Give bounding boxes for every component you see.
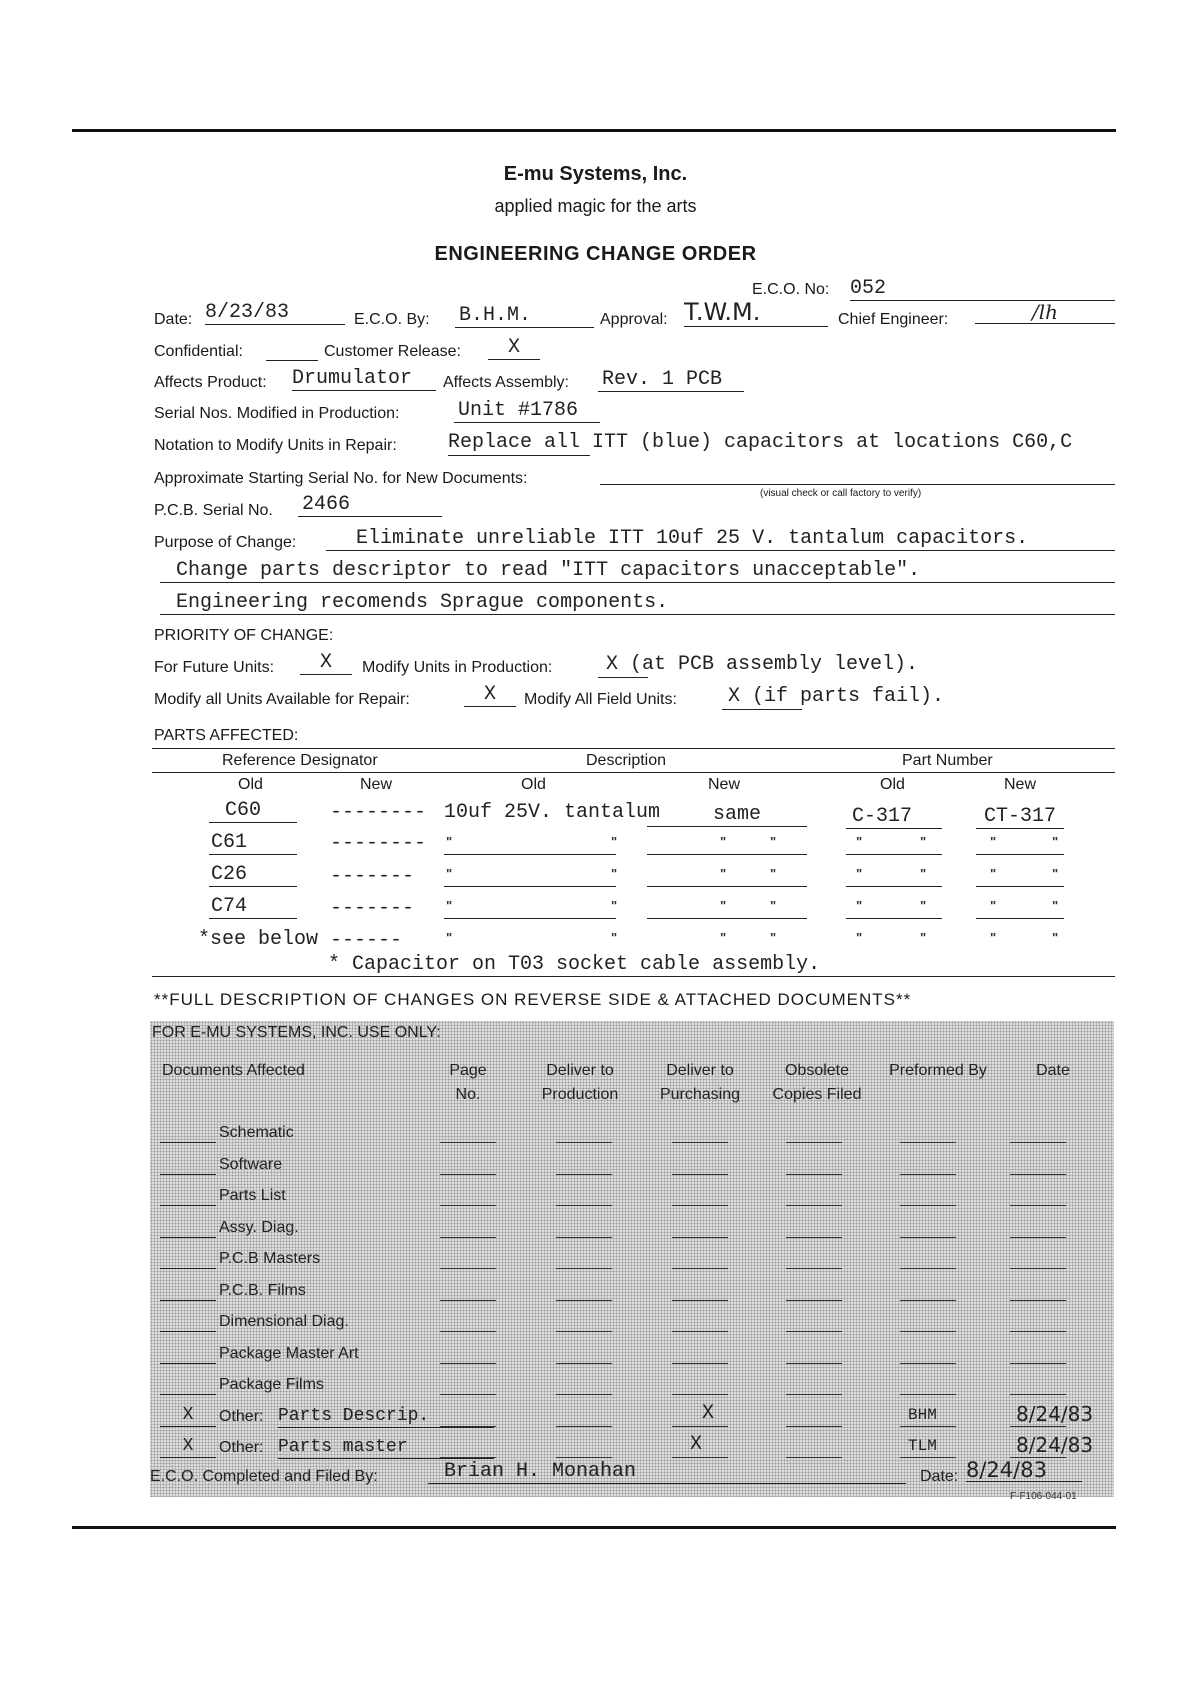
cell-underline <box>976 886 1064 887</box>
blank-cell[interactable] <box>672 1363 728 1364</box>
blank-cell[interactable] <box>900 1363 956 1364</box>
affects-product-field[interactable]: Drumulator <box>292 368 436 391</box>
blank-cell[interactable] <box>786 1205 842 1206</box>
parts-footnote: * Capacitor on T03 socket cable assembly. <box>328 953 821 976</box>
approval-field[interactable]: T.W.M. <box>684 298 828 327</box>
blank-cell[interactable] <box>786 1174 842 1175</box>
modify-field-field[interactable]: X (if parts fail). <box>728 686 945 708</box>
document-detail[interactable]: Parts Descrip. <box>278 1405 494 1428</box>
purpose-label: Purpose of Change: <box>154 534 297 551</box>
ref-new-header: New <box>360 776 393 793</box>
cell-underline <box>444 886 616 887</box>
document-check[interactable] <box>160 1278 216 1301</box>
modify-field-underline <box>722 709 802 710</box>
approx-serial-note: (visual check or call factory to verify) <box>760 488 922 499</box>
document-check[interactable] <box>160 1152 216 1175</box>
blank-cell[interactable] <box>786 1363 842 1364</box>
blank-cell[interactable] <box>786 1300 842 1301</box>
blank-cell[interactable] <box>672 1300 728 1301</box>
document-name: Other: <box>219 1407 264 1425</box>
tagline: applied magic for the arts <box>494 196 697 216</box>
ditto-mark: " <box>990 898 997 913</box>
blank-cell[interactable] <box>440 1174 496 1175</box>
ditto-mark: " <box>770 866 777 881</box>
blank-cell[interactable] <box>900 1142 956 1143</box>
top-rule <box>72 129 1116 132</box>
serial-nos-label: Serial Nos. Modified in Production: <box>154 405 400 422</box>
document-check[interactable] <box>160 1120 216 1143</box>
ditto-mark: " <box>611 834 618 849</box>
blank-cell[interactable] <box>786 1142 842 1143</box>
blank-cell[interactable] <box>1010 1205 1066 1206</box>
serial-nos-field[interactable]: Unit #1786 <box>454 400 600 423</box>
document-date-value: 8/24/83 <box>1016 1433 1094 1457</box>
affects-assembly-field[interactable]: Rev. 1 PCB <box>598 369 744 392</box>
blank-cell[interactable] <box>556 1237 612 1238</box>
blank-cell[interactable] <box>1010 1300 1066 1301</box>
approx-serial-field[interactable] <box>600 462 1115 485</box>
row1-ref-new: -------- <box>330 801 427 824</box>
parts-header-rule <box>152 772 1115 773</box>
col-deliver-production: Deliver to Production <box>541 1062 619 1103</box>
company-name: E-mu Systems, Inc. <box>503 163 688 185</box>
blank-cell[interactable] <box>556 1394 612 1395</box>
blank-cell[interactable] <box>1010 1174 1066 1175</box>
pcb-serial-field[interactable]: 2466 <box>298 494 442 517</box>
cell-underline <box>647 854 807 855</box>
blank-cell[interactable] <box>556 1300 612 1301</box>
cell-underline <box>846 886 942 887</box>
col-obsolete-copies: Obsolete Copies Filed <box>772 1062 862 1103</box>
document-name: Package Master Art <box>219 1344 359 1362</box>
ditto-mark: " <box>611 898 618 913</box>
date-field[interactable]: 8/23/83 <box>205 302 345 325</box>
notation-label: Notation to Modify Units in Repair: <box>154 437 397 454</box>
blank-cell[interactable] <box>900 1331 956 1332</box>
chief-engineer-field[interactable]: /lh <box>975 301 1115 324</box>
cell-underline <box>846 854 942 855</box>
blank-cell[interactable] <box>556 1363 612 1364</box>
row2-ref-new: -------- <box>330 832 427 855</box>
purpose-line-3[interactable]: Engineering recomends Sprague components. <box>160 592 1115 615</box>
row5-ref-new: ------ <box>330 929 403 952</box>
document-check[interactable]: X <box>160 1435 216 1458</box>
pcb-serial-label: P.C.B. Serial No. <box>154 502 273 519</box>
preformed-by-value: TLM <box>908 1437 937 1455</box>
blank-cell[interactable] <box>672 1142 728 1143</box>
cell-underline <box>444 918 616 919</box>
ditto-mark: " <box>990 866 997 881</box>
parts-title: PARTS AFFECTED: <box>154 727 299 744</box>
document-name: Schematic <box>219 1124 294 1141</box>
ditto-mark: " <box>856 898 863 913</box>
ditto-mark: " <box>920 866 927 881</box>
document-date-value: 8/24/83 <box>1016 1401 1094 1426</box>
blank-cell[interactable] <box>786 1426 842 1427</box>
row1-pn-old[interactable]: C-317 <box>846 806 942 829</box>
preformed-by-value: BHM <box>908 1405 937 1424</box>
blank-cell[interactable] <box>672 1426 728 1427</box>
blank-cell[interactable] <box>900 1300 956 1301</box>
cell-underline <box>444 854 616 855</box>
ditto-mark: " <box>1052 898 1059 913</box>
modify-repair-field[interactable]: X <box>464 684 516 707</box>
blank-cell[interactable] <box>786 1237 842 1238</box>
cell-underline <box>846 918 942 919</box>
blank-cell[interactable] <box>556 1142 612 1143</box>
document-name: Dimensional Diag. <box>219 1313 349 1330</box>
blank-cell[interactable] <box>1010 1237 1066 1238</box>
document-name: P.C.B. Films <box>219 1281 306 1299</box>
chief-engineer-label: Chief Engineer: <box>838 311 949 328</box>
blank-cell[interactable] <box>786 1331 842 1332</box>
row4-ref-new: ------- <box>330 897 415 920</box>
modify-field-label: Modify All Field Units: <box>524 691 677 708</box>
notation-field[interactable]: Replace all ITT (blue) capacitors at locations C60,C <box>448 432 1073 454</box>
ditto-mark: " <box>990 930 997 945</box>
blank-cell[interactable] <box>786 1268 842 1269</box>
row2-ref-old[interactable]: C61 <box>209 832 297 855</box>
completed-label: E.C.O. Completed and Filed By: <box>150 1468 378 1485</box>
confidential-label: Confidential: <box>154 343 243 360</box>
row3-ref-old[interactable]: C26 <box>209 864 297 887</box>
desc-new-header: New <box>708 776 741 793</box>
col-deliver-purchasing: Deliver to Purchasing <box>659 1062 741 1103</box>
modify-production-label: Modify Units in Production: <box>362 659 553 676</box>
blank-cell[interactable] <box>440 1237 496 1238</box>
ditto-mark: " <box>920 930 927 945</box>
future-units-field[interactable]: X <box>300 652 352 675</box>
blank-cell[interactable] <box>900 1426 956 1427</box>
document-name: Other: <box>219 1439 264 1456</box>
pn-new-header: New <box>1004 776 1037 793</box>
parts-top-rule <box>152 748 1115 749</box>
ditto-mark: " <box>770 834 777 849</box>
document-name: P.C.B Masters <box>219 1250 321 1267</box>
blank-cell[interactable] <box>440 1268 496 1269</box>
row4-ref-old[interactable]: C74 <box>209 896 297 919</box>
blank-cell[interactable] <box>556 1174 612 1175</box>
blank-cell[interactable] <box>1010 1142 1066 1143</box>
row1-ref-old[interactable]: C60 <box>209 800 297 823</box>
ditto-mark: " <box>856 834 863 849</box>
ditto-mark: " <box>446 866 453 881</box>
cell-underline <box>976 918 1064 919</box>
document-check[interactable] <box>160 1309 216 1332</box>
notation-underline <box>448 455 590 456</box>
cell-underline <box>976 854 1064 855</box>
ditto-mark: " <box>446 834 453 849</box>
ditto-mark: " <box>720 834 727 849</box>
customer-release-field[interactable]: X <box>488 337 540 360</box>
blank-cell[interactable] <box>1010 1331 1066 1332</box>
affects-product-label: Affects Product: <box>154 374 267 391</box>
blank-cell[interactable] <box>672 1174 728 1175</box>
purchasing-mark: X <box>702 1401 715 1425</box>
desc-old-header: Old <box>521 776 546 793</box>
blank-cell[interactable] <box>440 1300 496 1301</box>
modify-production-underline <box>598 677 648 678</box>
ditto-mark: " <box>446 930 453 945</box>
document-name: Software <box>219 1155 283 1173</box>
blank-cell[interactable] <box>672 1237 728 1238</box>
ditto-mark: " <box>770 930 777 945</box>
ditto-mark: " <box>611 866 618 881</box>
ref-old-header: Old <box>238 776 263 793</box>
ditto-mark: " <box>1052 834 1059 849</box>
col-page-no: Page No. <box>449 1062 487 1103</box>
approval-label: Approval: <box>600 311 668 328</box>
document-check[interactable] <box>160 1183 216 1206</box>
blank-cell[interactable] <box>440 1457 496 1458</box>
eco-by-label: E.C.O. By: <box>354 311 430 328</box>
eco-no-label: E.C.O. No: <box>752 281 830 298</box>
blank-cell[interactable] <box>672 1205 728 1206</box>
ditto-mark: " <box>720 930 727 945</box>
blank-cell[interactable] <box>786 1457 842 1458</box>
ditto-mark: " <box>990 834 997 849</box>
ditto-mark: " <box>920 834 927 849</box>
completed-date-label: Date: <box>920 1468 959 1485</box>
col-preformed-by: Preformed By <box>889 1062 987 1079</box>
document-name: Parts List <box>219 1187 286 1204</box>
document-check[interactable] <box>160 1372 216 1395</box>
part-number-header: Part Number <box>902 752 993 769</box>
customer-release-label: Customer Release: <box>324 343 461 360</box>
blank-cell[interactable] <box>1010 1363 1066 1364</box>
blank-cell[interactable] <box>900 1237 956 1238</box>
blank-cell[interactable] <box>440 1426 496 1427</box>
ditto-mark: " <box>856 866 863 881</box>
blank-cell[interactable] <box>672 1457 728 1458</box>
blank-cell[interactable] <box>556 1205 612 1206</box>
blank-cell[interactable] <box>900 1457 956 1458</box>
pn-old-header: Old <box>880 776 905 793</box>
priority-title: PRIORITY OF CHANGE: <box>154 627 334 644</box>
blank-cell[interactable] <box>900 1394 956 1395</box>
blank-cell[interactable] <box>440 1363 496 1364</box>
blank-cell[interactable] <box>900 1268 956 1269</box>
blank-cell[interactable] <box>440 1142 496 1143</box>
date-label: Date: <box>154 311 193 328</box>
purchasing-mark: X <box>690 1433 703 1456</box>
blank-cell[interactable] <box>1010 1268 1066 1269</box>
row1-desc-old[interactable]: 10uf 25V. tantalum <box>444 802 661 824</box>
ditto-mark: " <box>611 930 618 945</box>
row5-ref-old: *see below <box>198 928 319 951</box>
full-description-note: **FULL DESCRIPTION OF CHANGES ON REVERSE SIDE & ATTACHED DOCUMENTS** <box>154 990 912 1009</box>
blank-cell[interactable] <box>1010 1457 1066 1458</box>
parts-bottom-rule <box>152 976 1115 977</box>
blank-cell[interactable] <box>672 1394 728 1395</box>
cell-underline <box>647 886 807 887</box>
ditto-mark: " <box>446 898 453 913</box>
blank-cell[interactable] <box>786 1394 842 1395</box>
blank-cell[interactable] <box>900 1205 956 1206</box>
blank-cell[interactable] <box>440 1331 496 1332</box>
modify-production-field[interactable]: X (at PCB assembly level). <box>606 654 919 676</box>
blank-cell[interactable] <box>440 1205 496 1206</box>
ditto-mark: " <box>720 898 727 913</box>
confidential-field[interactable] <box>266 338 318 361</box>
blank-cell[interactable] <box>1010 1426 1066 1427</box>
form-number: F-F106-044-01 <box>1010 1491 1077 1502</box>
description-header: Description <box>586 752 667 769</box>
col-date: Date <box>1036 1062 1070 1079</box>
blank-cell[interactable] <box>900 1174 956 1175</box>
blank-cell[interactable] <box>556 1331 612 1332</box>
ditto-mark: " <box>1052 930 1059 945</box>
completed-date-field[interactable]: 8/24/83 <box>966 1459 1082 1482</box>
blank-cell[interactable] <box>672 1331 728 1332</box>
future-units-label: For Future Units: <box>154 659 275 676</box>
eco-no-field[interactable]: 052 <box>850 278 1115 301</box>
blank-cell[interactable] <box>556 1457 612 1458</box>
blank-cell[interactable] <box>1010 1394 1066 1395</box>
ditto-mark: " <box>720 866 727 881</box>
document-check[interactable] <box>160 1246 216 1269</box>
bottom-rule <box>72 1526 1116 1529</box>
ditto-mark: " <box>1052 866 1059 881</box>
blank-cell[interactable] <box>556 1426 612 1427</box>
ditto-mark: " <box>770 898 777 913</box>
document-check[interactable] <box>160 1215 216 1238</box>
blank-cell[interactable] <box>672 1268 728 1269</box>
cell-underline <box>647 918 807 919</box>
form-title: ENGINEERING CHANGE ORDER <box>434 243 757 265</box>
purpose-line-1[interactable]: Eliminate unreliable ITT 10uf 25 V. tantalum capacitors. <box>326 528 1115 551</box>
affects-assembly-label: Affects Assembly: <box>443 374 569 391</box>
internal-title: FOR E-MU SYSTEMS, INC. USE ONLY: <box>152 1024 441 1041</box>
approx-serial-label: Approximate Starting Serial No. for New Documents: <box>154 470 528 487</box>
purpose-line-2[interactable]: Change parts descriptor to read "ITT capacitors unacceptable". <box>160 560 1115 583</box>
row1-pn-new[interactable]: CT-317 <box>976 806 1064 829</box>
completed-by-field[interactable]: Brian H. Monahan <box>428 1461 906 1484</box>
ditto-mark: " <box>856 930 863 945</box>
blank-cell[interactable] <box>556 1268 612 1269</box>
blank-cell[interactable] <box>440 1394 496 1395</box>
modify-repair-label: Modify all Units Available for Repair: <box>154 691 410 708</box>
row1-desc-new[interactable]: same <box>647 804 807 827</box>
ditto-mark: " <box>920 898 927 913</box>
document-name: Package Films <box>219 1376 324 1393</box>
document-detail[interactable]: Parts master <box>278 1436 494 1459</box>
document-name: Assy. Diag. <box>219 1218 299 1236</box>
document-check[interactable] <box>160 1341 216 1364</box>
eco-by-field[interactable]: B.H.M. <box>455 305 594 328</box>
document-check[interactable]: X <box>160 1404 216 1427</box>
row3-ref-new: ------- <box>330 865 415 888</box>
col-documents-affected: Documents Affected <box>162 1062 305 1079</box>
ref-designator-header: Reference Designator <box>222 752 378 769</box>
